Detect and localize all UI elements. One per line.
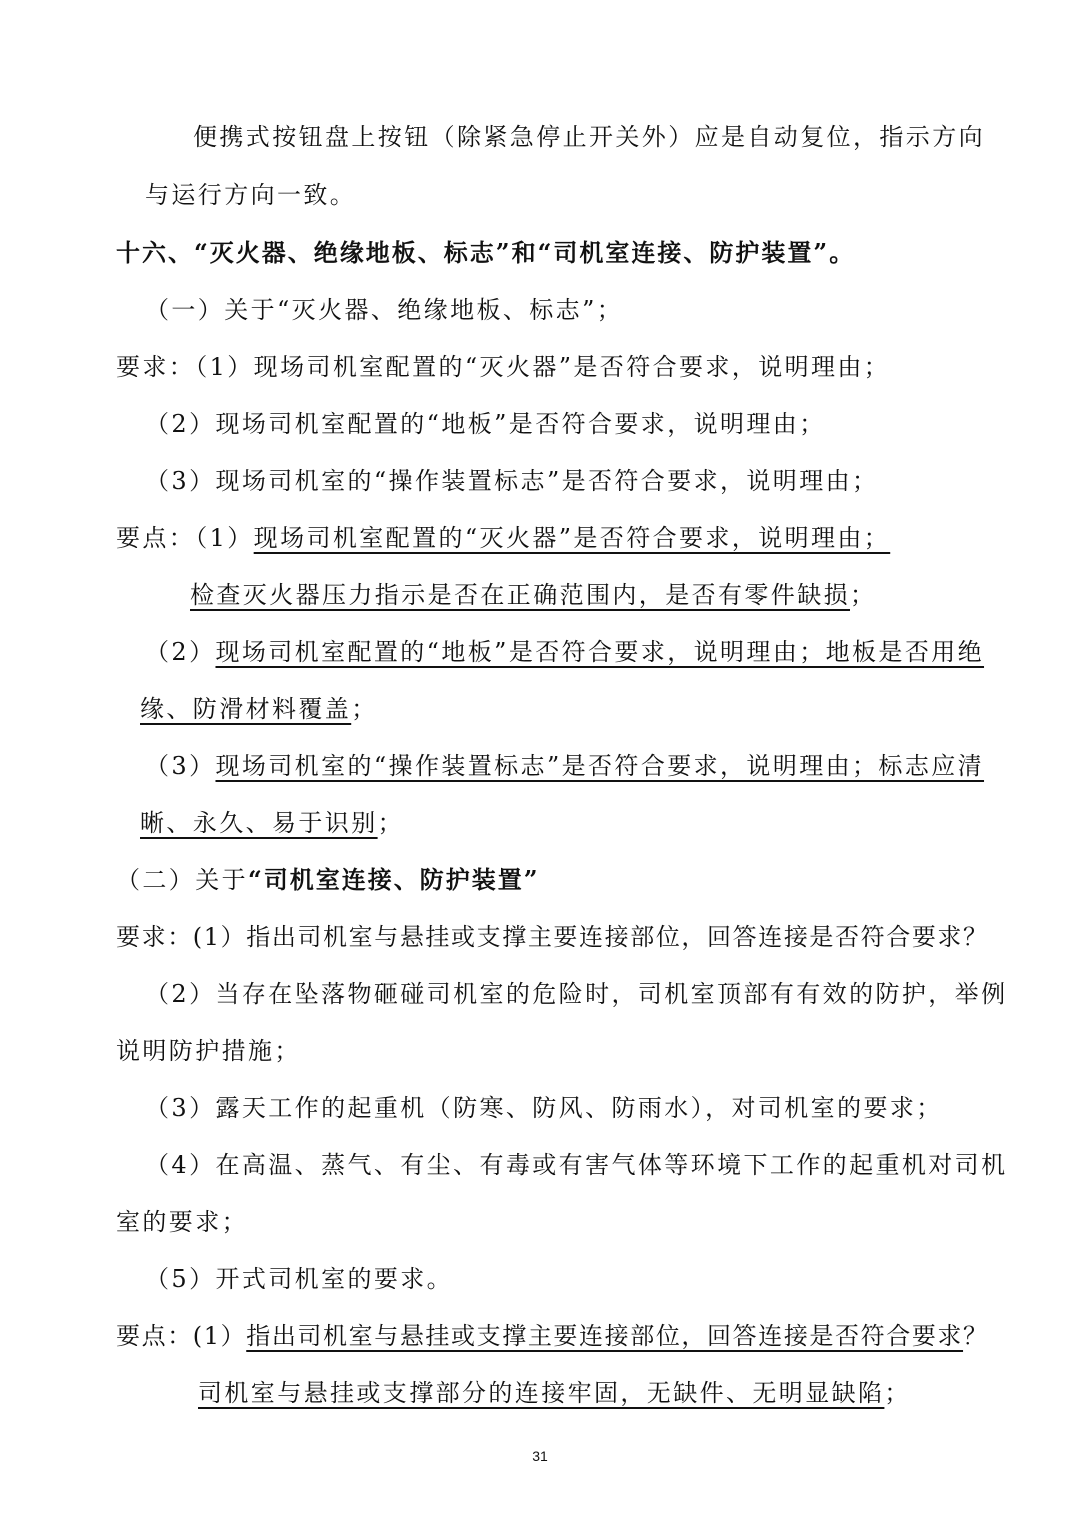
requirement-line: 室的要求； xyxy=(116,1208,248,1236)
requirement-line: 说明防护措施； xyxy=(116,1037,301,1065)
section-heading: 十六、“灭火器、绝缘地板、标志”和“司机室连接、防护装置”。 xyxy=(116,238,856,267)
underlined-text: 指出司机室与悬挂或支撑主要连接部位，回答连接是否符合要求 xyxy=(246,1322,964,1350)
paragraph-line: 便携式按钮盘上按钮（除紧急停止开关外）应是自动复位，指示方向 xyxy=(193,123,985,151)
keypoint-line: （2）现场司机室配置的“地板”是否符合要求，说明理由；地板是否用绝 xyxy=(145,638,985,666)
requirement-line: （3）露天工作的起重机（防寒、防风、防雨水），对司机室的要求； xyxy=(145,1094,943,1122)
subsection-heading: （一）关于“灭火器、绝缘地板、标志”； xyxy=(145,296,624,324)
underlined-text: 现场司机室配置的“灭火器”是否符合要求，说明理由； xyxy=(253,524,891,552)
requirement-line: （5）开式司机室的要求。 xyxy=(145,1265,454,1293)
underlined-text: 现场司机室配置的“地板”是否符合要求，说明理由；地板是否用绝 xyxy=(215,638,985,666)
requirement-line: （3）现场司机室的“操作装置标志”是否符合要求，说明理由； xyxy=(145,467,879,495)
keypoint-line: 检查灭火器压力指示是否在正确范围内，是否有零件缺损； xyxy=(190,581,877,609)
keypoint-line: 缘、防滑材料覆盖； xyxy=(140,695,378,723)
paragraph-line: 与运行方向一致。 xyxy=(145,181,357,209)
keypoint-line: 要点：(1）指出司机室与悬挂或支撑主要连接部位，回答连接是否符合要求？ xyxy=(116,1322,989,1350)
requirement-line: （4）在高温、蒸气、有尘、有毒或有害气体等环境下工作的起重机对司机 xyxy=(145,1151,1008,1179)
page-number: 31 xyxy=(532,1448,548,1464)
underlined-text: 缘、防滑材料覆盖 xyxy=(140,695,352,723)
underlined-text: 现场司机室的“操作装置标志”是否符合要求，说明理由；标志应清 xyxy=(215,752,985,780)
keypoint-line: 晰、永久、易于识别； xyxy=(140,809,405,837)
subsection-heading: （二）关于“司机室连接、防护装置” xyxy=(116,865,540,894)
underlined-text: 晰、永久、易于识别 xyxy=(140,809,378,837)
requirement-line: （2）当存在坠落物砸碰司机室的危险时，司机室顶部有有效的防护，举例 xyxy=(145,980,1008,1008)
requirement-line: 要求：(1）指出司机室与悬挂或支撑主要连接部位，回答连接是否符合要求？ xyxy=(116,923,989,951)
keypoint-line: 司机室与悬挂或支撑部分的连接牢固，无缺件、无明显缺陷； xyxy=(198,1379,911,1407)
keypoint-line: 要点：（1）现场司机室配置的“灭火器”是否符合要求，说明理由； xyxy=(116,524,891,552)
underlined-text: 检查灭火器压力指示是否在正确范围内，是否有零件缺损 xyxy=(190,581,850,609)
requirement-line: 要求：（1）现场司机室配置的“灭火器”是否符合要求，说明理由； xyxy=(116,353,891,381)
underlined-text: 司机室与悬挂或支撑部分的连接牢固，无缺件、无明显缺陷 xyxy=(198,1379,885,1407)
keypoint-line: （3）现场司机室的“操作装置标志”是否符合要求，说明理由；标志应清 xyxy=(145,752,985,780)
requirement-line: （2）现场司机室配置的“地板”是否符合要求，说明理由； xyxy=(145,410,826,438)
